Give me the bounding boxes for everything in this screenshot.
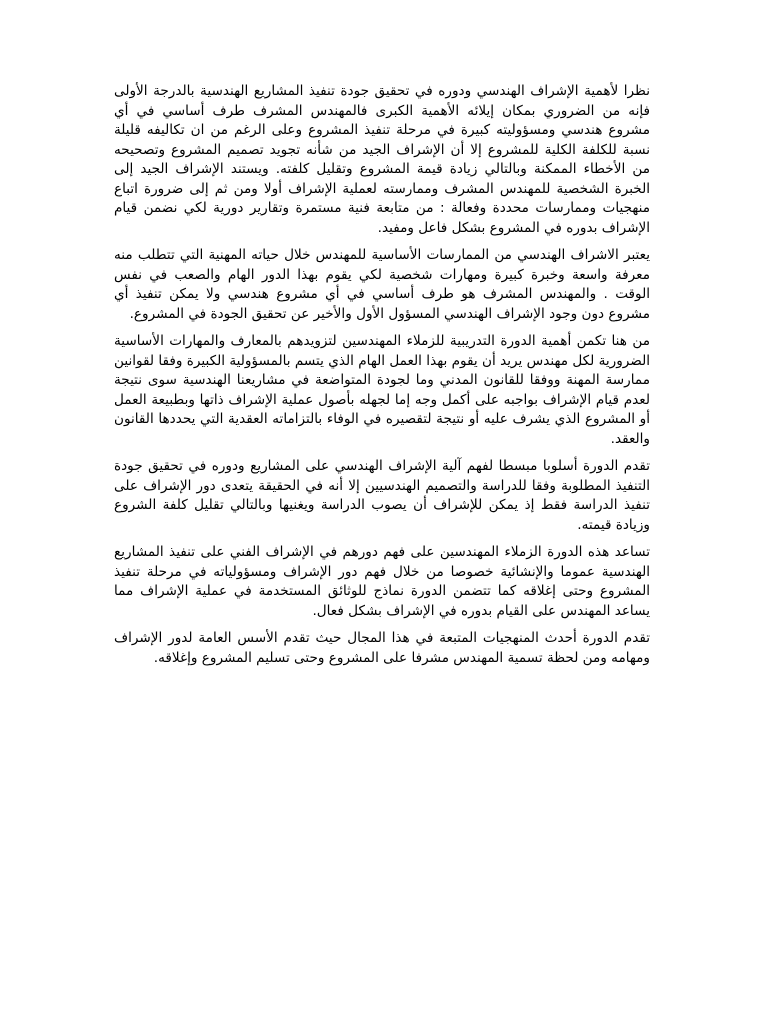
paragraph-3: من هنا تكمن أهمية الدورة التدريبية للزملاء المهندسين لتزويدهم بالمعارف والمهارات الأساسية الضرورية لكل مهندس يريد أن يقوم بهذا العمل الهام الذي يتسم بالمسؤولية الكبيرة وفقا لقوانين ممارسة المهنة ووفقا للقانون المدني وما لجودة المتواضعة في مشاريعنا الهندسية سوى نتيجة لعدم قيام الإشراف بواجبه على أكمل وجه إما لجهله بأصول عملية الإشراف ذاتها وبطبيعة العمل أو المشروع الذي يشرف عليه أو نتيجة لتقصيره في الوفاء بالتزاماته العقدية التي يحددها القانون والعقد. (114, 333, 650, 447)
paragraph-1: نظرا لأهمية الإشراف الهندسي ودوره في تحقيق جودة تنفيذ المشاريع الهندسية بالدرجة الأولى فإنه من الضروري بمكان إيلائه الأهمية الكبرى فالمهندس المشرف طرف أساسي في أي مشروع هندسي ومسؤوليته كبيرة في مرحلة تنفيذ المشروع وعلى الرغم من ان تكاليفه قليلة نسبة للكلفة الكلية للمشروع إلا أن الإشراف الجيد من شأنه تجويد تصميم المشروع وتصحيحه من الأخطاء الممكنة وبالتالي زيادة قيمة المشروع وتقليل كلفته. ويستند الإشراف الجيد إلى الخبرة الشخصية للمهندس المشرف وممارسته لعملية الإشراف أولا ومن ثم إلى ضرورة اتباع منهجيات وممارسات محددة وفعالة : من متابعة فنية مستمرة وتقارير دورية لكي نضمن قيام الإشراف بدوره في المشروع بشكل فاعل ومفيد. (114, 83, 650, 236)
paragraph-4: تقدم الدورة أسلوبا مبسطا لفهم آلية الإشراف الهندسي على المشاريع ودوره في تحقيق جودة التنفيذ المطلوبة وفقا للدراسة والتصميم الهندسيين إلا أنه في الحقيقة يتعدى دور الإشراف على تنفيذ الدراسة فقط إذ يمكن للإشراف أن يصوب الدراسة ويغنيها وبالتالي تقليل كلفة الشروع وزيادة قيمته. (114, 458, 650, 533)
document-body (114, 82, 650, 676)
paragraph-2: يعتبر الاشراف الهندسي من الممارسات الأساسية للمهندس خلال حياته المهنية التي تتطلب منه معرفة واسعة وخبرة كبيرة ومهارات شخصية لكي يقوم بهذا الدور الهام والصعب في نفس الوقت . والمهندس المشرف هو طرف أساسي في أي مشروع هندسي ولا يمكن تنفيذ أي مشروع دون وجود الإشراف الهندسي المسؤول الأول والأخير عن تحقيق الجودة في المشروع. (114, 247, 650, 322)
paragraph-5: تساعد هذه الدورة الزملاء المهندسين على فهم دورهم في الإشراف الفني على تنفيذ المشاريع الهندسية عموما والإنشائية خصوصا من خلال فهم دور الإشراف ومسؤولياته في مرحلة تنفيذ المشروع وحتى إغلاقه كما تتضمن الدورة نماذج للوثائق المستخدمة في عملية الإشراف مما يساعد المهندس على القيام بدوره في الإشراف بشكل فعال. (114, 544, 650, 619)
paragraph-6: تقدم الدورة أحدث المنهجيات المتبعة في هذا المجال حيث تقدم الأسس العامة لدور الإشراف ومهامه ومن لحظة تسمية المهندس مشرفا على المشروع وحتى تسليم المشروع وإغلاقه. (114, 630, 650, 666)
